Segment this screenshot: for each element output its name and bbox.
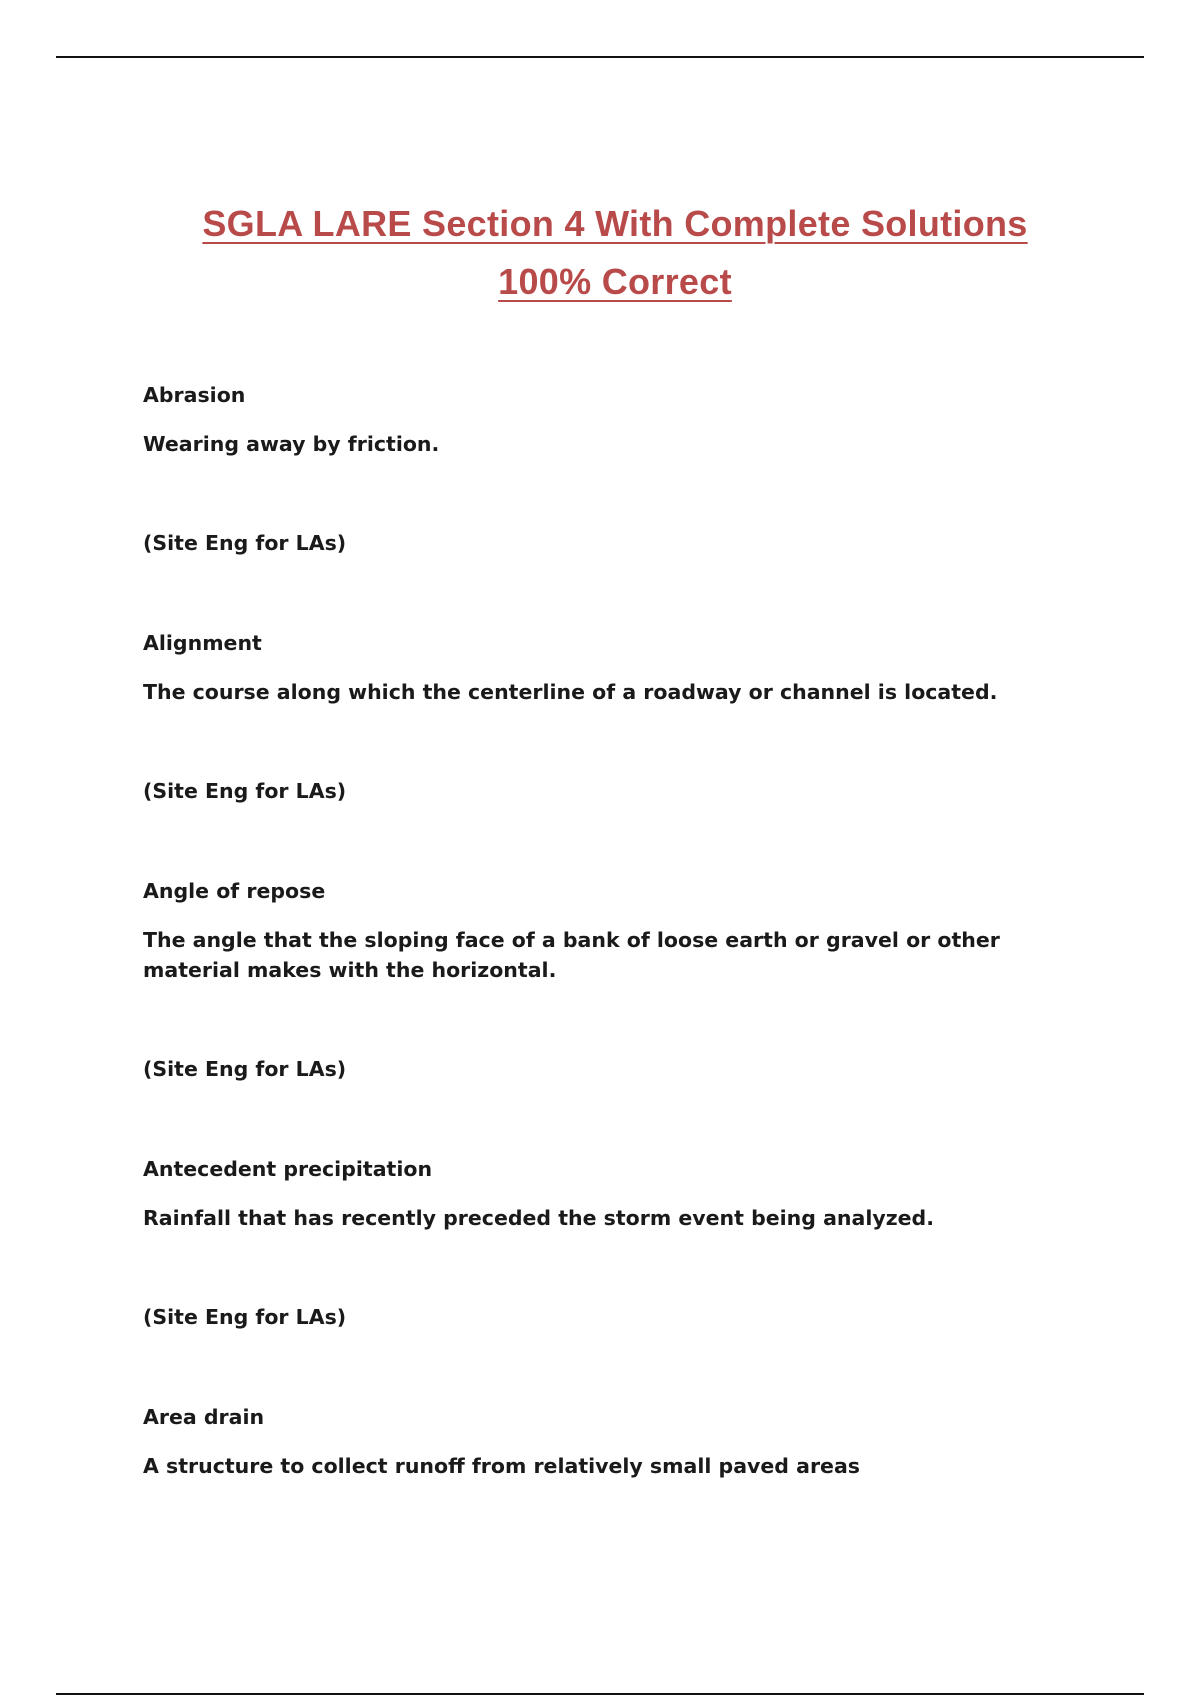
- glossary-list: [143, 380, 1083, 1481]
- glossary-entry: [143, 628, 1083, 806]
- entry-source: (Site Eng for LAs): [143, 779, 347, 803]
- glossary-entry: [143, 1402, 1083, 1481]
- entry-source: (Site Eng for LAs): [143, 531, 347, 555]
- entry-definition: Rainfall that has recently preceded the storm event being analyzed.: [143, 1206, 935, 1230]
- entry-term: Antecedent precipitation: [143, 1157, 433, 1181]
- glossary-entry: [143, 876, 1083, 1084]
- entry-term: Abrasion: [143, 383, 246, 407]
- title-line-2: 100% Correct: [498, 261, 732, 302]
- bottom-rule: [56, 1693, 1144, 1695]
- glossary-entry: [143, 1154, 1083, 1332]
- top-rule: [56, 56, 1144, 58]
- entry-definition: Wearing away by friction.: [143, 432, 440, 456]
- entry-source: (Site Eng for LAs): [143, 1057, 347, 1081]
- entry-term: Angle of repose: [143, 879, 326, 903]
- entry-definition: The course along which the centerline of a roadway or channel is located.: [143, 680, 998, 704]
- title-line-1: SGLA LARE Section 4 With Complete Solutions: [202, 203, 1028, 244]
- entry-term: Area drain: [143, 1405, 265, 1429]
- entry-definition: The angle that the sloping face of a bank of loose earth or gravel or other material makes with the horizontal.: [143, 928, 1000, 982]
- entry-term: Alignment: [143, 631, 262, 655]
- document-title: [0, 195, 1200, 311]
- entry-source: (Site Eng for LAs): [143, 1305, 347, 1329]
- glossary-entry: [143, 380, 1083, 558]
- entry-definition: A structure to collect runoff from relatively small paved areas: [143, 1454, 860, 1478]
